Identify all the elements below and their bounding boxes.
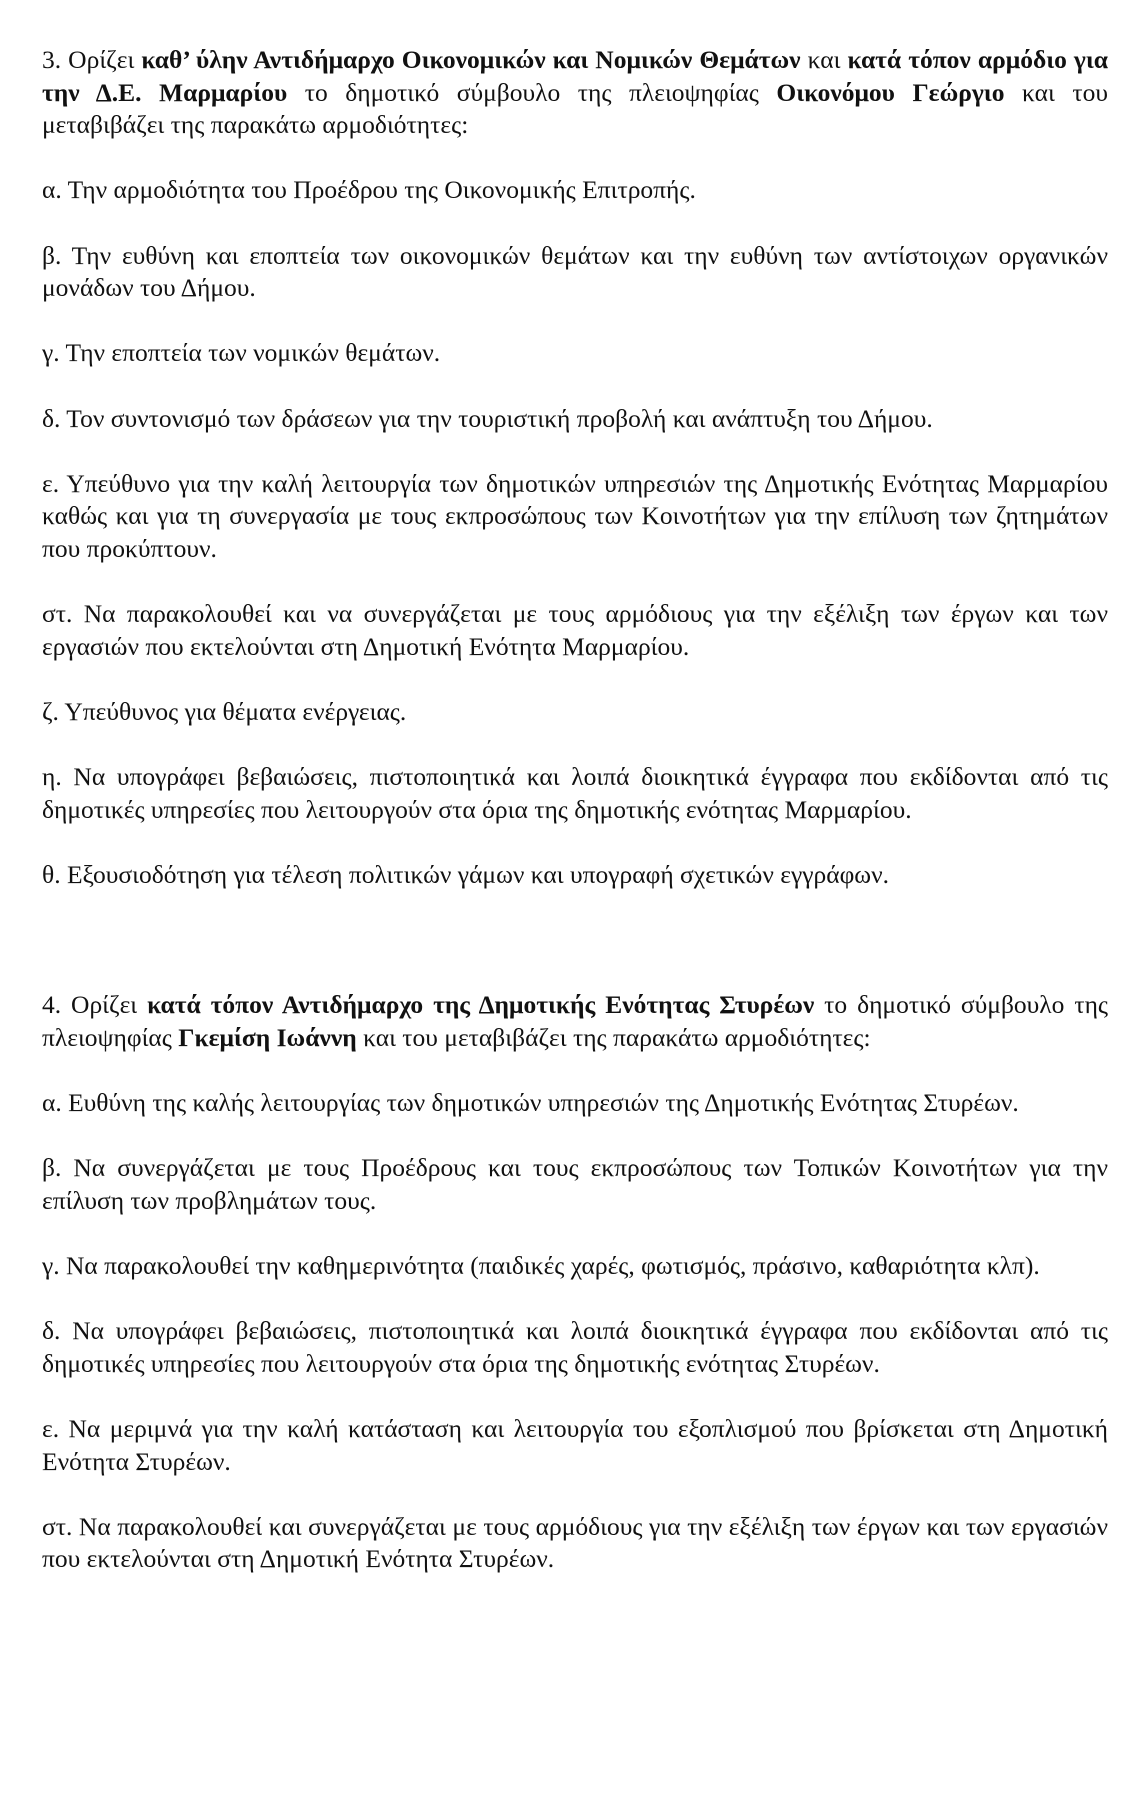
list-item: β. Να συνεργάζεται με τους Προέδρους και τους εκπροσώπους των Τοπικών Κοινοτήτων για την επίλυση των προβλημάτων τους.: [42, 1153, 1108, 1215]
list-item: στ. Να παρακολουθεί και να συνεργάζεται με τους αρμόδιους για την εξέλιξη των έργων και των εργασιών που εκτελούνται στη Δημοτική Ενότητα Μαρμαρίου.: [42, 599, 1108, 661]
intro-bold-text: κατά τόπον Αντιδήμαρχο της Δημοτικής Ενότητας Στυρέων: [147, 990, 815, 1020]
councillor-name: Οικονόμου Γεώργιο: [776, 77, 1005, 107]
document-page: [42, 44, 1108, 1609]
list-item: ζ. Υπεύθυνος για θέματα ενέργειας.: [42, 696, 407, 726]
list-item: α. Την αρμοδιότητα του Προέδρου της Οικονομικής Επιτροπής.: [42, 175, 696, 205]
list-item: γ. Να παρακολουθεί την καθημερινότητα (παιδικές χαρές, φωτισμός, πράσινο, καθαριότητα κλπ).: [42, 1250, 1040, 1280]
list-item: η. Να υπογράφει βεβαιώσεις, πιστοποιητικά και λοιπά διοικητικά έγγραφα που εκδίδονται από τις δημοτικές υπηρεσίες που λειτουργούν στα όρια της δημοτικής ενότητας Μαρμαρίου.: [42, 762, 1108, 824]
intro-text: και: [800, 45, 848, 74]
list-item: ε. Να μεριμνά για την καλή κατάσταση και λειτουργία του εξοπλισμού που βρίσκεται στη Δημοτική Ενότητα Στυρέων.: [42, 1413, 1108, 1476]
councillor-name: Γκεμίση Ιωάννη: [178, 1022, 357, 1052]
list-item: β. Την ευθύνη και εποπτεία των οικονομικών θεμάτων και την ευθύνη των αντίστοιχων οργανικών μονάδων του Δήμου.: [42, 240, 1108, 303]
intro-text: το δημοτικό σύμβουλο της πλειοψηφίας: [287, 77, 777, 107]
list-item: α. Ευθύνη της καλής λειτουργίας των δημοτικών υπηρεσιών της Δημοτικής Ενότητας Στυρέων.: [42, 1088, 1019, 1117]
list-item: γ. Την εποπτεία των νομικών θεμάτων.: [42, 338, 441, 368]
section-4: [42, 989, 1108, 1576]
intro-text: 3. Ορίζει: [42, 45, 142, 74]
list-item: δ. Τον συντονισμό των δράσεων για την τουριστική προβολή και ανάπτυξη του Δήμου.: [42, 403, 933, 433]
intro-bold-text: κατά τόπον αρμόδιο για την Δ.Ε. Μαρμαρίου: [42, 45, 1108, 107]
section-3-intro: [42, 44, 1108, 142]
intro-text: και του μεταβιβάζει της παρακάτω αρμοδιότητες:: [42, 77, 1108, 140]
intro-text: 4. Ορίζει: [42, 990, 148, 1020]
section-spacer: [42, 924, 1108, 989]
intro-text: το δημοτικό σύμβουλο της πλειοψηφίας: [42, 990, 1108, 1052]
section-3: [42, 44, 1108, 891]
list-item: στ. Να παρακολουθεί και συνεργάζεται με τους αρμόδιους για την εξέλιξη των έργων και των εργασιών που εκτελούνται στη Δημοτική Ενότητα Στυρέων.: [42, 1511, 1108, 1574]
list-item: ε. Υπεύθυνο για την καλή λειτουργία των δημοτικών υπηρεσιών της Δημοτικής Ενότητας Μαρμαρίου καθώς και για τη συνεργασία με τους εκπροσώπους των Κοινοτήτων για την επίλυση των ζητημάτων που προκύπτουν.: [42, 468, 1108, 563]
list-item: θ. Εξουσιοδότηση για τέλεση πολιτικών γάμων και υπογραφή σχετικών εγγράφων.: [42, 859, 889, 889]
section-4-intro: [42, 989, 1108, 1054]
intro-text: και του μεταβιβάζει της παρακάτω αρμοδιότητες:: [356, 1022, 871, 1052]
list-item: δ. Να υπογράφει βεβαιώσεις, πιστοποιητικά και λοιπά διοικητικά έγγραφα που εκδίδονται από τις δημοτικές υπηρεσίες που λειτουργούν στα όρια της δημοτικής ενότητας Στυρέων.: [42, 1316, 1108, 1378]
intro-bold-text: καθ’ ύλην Αντιδήμαρχο Οικονομικών και Νομικών Θεμάτων: [141, 45, 801, 74]
